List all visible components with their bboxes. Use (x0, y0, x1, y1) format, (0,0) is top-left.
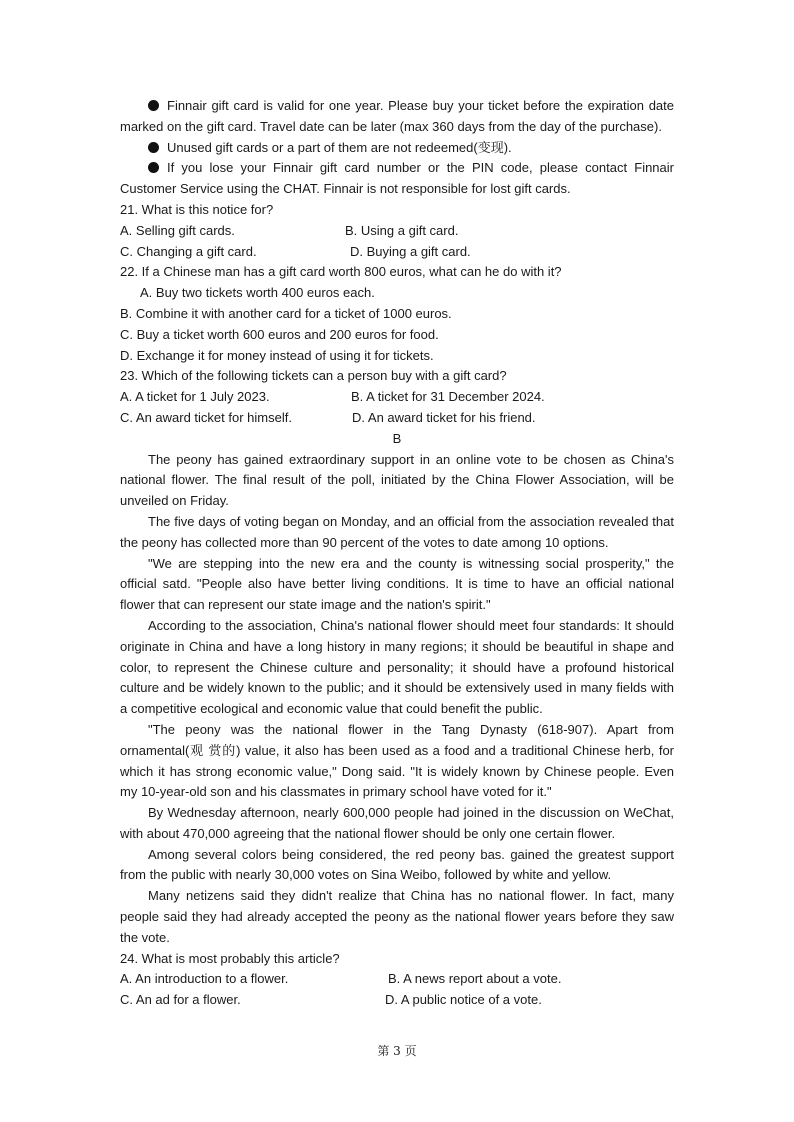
question-24-option-b: B. A news report about a vote. (388, 971, 562, 987)
question-24-stem: 24. What is most probably this article? (120, 950, 340, 966)
notice-bullet-2 (120, 138, 674, 159)
question-23-options-row-1 (120, 387, 674, 408)
question-24-option-d: D. A public notice of a vote. (385, 992, 542, 1008)
question-21-option-a: A. Selling gift cards. (120, 222, 235, 238)
question-22-option-c: C. Buy a ticket worth 600 euros and 200 euros for food. (120, 326, 439, 342)
question-21-options-row-1 (120, 221, 674, 242)
notice-bullet-3 (120, 158, 674, 200)
question-21-option-c: C. Changing a gift card. (120, 243, 257, 259)
notice-bullet-text: Finnair gift card is valid for one year. Please buy your ticket before the expiration date marked on the gift card. Travel date can be later (max 360 days from the day of the purchase). (120, 98, 674, 134)
question-23-option-c: C. An award ticket for himself. (120, 409, 292, 425)
question-22-option-d: D. Exchange it for money instead of using it for tickets. (120, 347, 434, 363)
question-21-stem: 21. What is this notice for? (120, 201, 274, 217)
notice-bullet-1 (120, 96, 674, 138)
passage-b-paragraph: By Wednesday afternoon, nearly 600,000 people had joined in the discussion on WeChat, with about 470,000 agreeing that the national flower should be only one certain flower. (120, 805, 674, 841)
question-24-option-a: A. An introduction to a flower. (120, 971, 289, 987)
passage-b-paragraph: The peony has gained extraordinary support in an online vote to be chosen as China's national flower. The final result of the poll, initiated by the China Flower Association, will be unveiled on Friday. (120, 451, 674, 509)
question-22-option-b: B. Combine it with another card for a ticket of 1000 euros. (120, 305, 452, 321)
bullet-dot-icon (148, 162, 159, 173)
bullet-dot-icon (148, 142, 159, 153)
question-23-stem: 23. Which of the following tickets can a person buy with a gift card? (120, 368, 507, 384)
question-21-option-b: B. Using a gift card. (345, 222, 459, 238)
section-b-heading: B (392, 430, 402, 446)
bullet-dot-icon (148, 100, 159, 111)
question-24-options-row-2 (120, 990, 674, 1011)
question-23-option-d: D. An award ticket for his friend. (352, 409, 536, 425)
question-21-options-row-2 (120, 242, 674, 263)
question-21-option-d: D. Buying a gift card. (350, 243, 471, 259)
passage-b-paragraph: "We are stepping into the new era and the county is witnessing social prosperity," the official satd. "People also have better living conditions. It is time to have an official national flower that can represent our state image and the nation's spirit." (120, 555, 674, 613)
question-24-options-row-1 (120, 969, 674, 990)
exam-page (120, 96, 674, 1011)
passage-b-paragraph: Among several colors being considered, the red peony bas. gained the greatest support from the public with nearly 30,000 votes on Sina Weibo, followed by white and yellow. (120, 846, 674, 883)
page-number: 第 3 页 (377, 1044, 417, 1058)
question-23-options-row-2 (120, 408, 674, 429)
notice-bullet-text: Unused gift cards or a part of them are not redeemed(变现). (167, 139, 512, 155)
passage-b-paragraph: Many netizens said they didn't realize that China has no national flower. In fact, many people said they had already accepted the peony as the national flower years before they saw the vote. (120, 888, 674, 945)
question-22-option-a: A. Buy two tickets worth 400 euros each. (140, 285, 375, 301)
notice-bullet-text: If you lose your Finnair gift card number or the PIN code, please contact Finnair Customer Service using the CHAT. Finnair is not responsible for lost gift cards. (120, 160, 674, 197)
question-23-option-b: B. A ticket for 31 December 2024. (351, 389, 545, 405)
question-23-option-a: A. A ticket for 1 July 2023. (120, 389, 270, 405)
question-22-stem: 22. If a Chinese man has a gift card worth 800 euros, what can he do with it? (120, 264, 562, 280)
passage-b-paragraph: "The peony was the national flower in the Tang Dynasty (618-907). Apart from ornamental(观 赏的) value, it also has been used as a food and a traditional Chinese herb, for which it has strong economic value," Dong said. "It is widely known by Chinese people. Even my 10-year-old son and his classmates in primary school have voted for it." (120, 721, 674, 800)
passage-b-paragraph: The five days of voting began on Monday, and an official from the association revealed that the peony has collected more than 90 percent of the votes to date among 10 options. (120, 513, 674, 550)
question-24-option-c: C. An ad for a flower. (120, 992, 241, 1008)
passage-b-paragraph: According to the association, China's national flower should meet four standards: It should originate in China and have a long history in many regions; it should be beautiful in shape and color, to represent the Chinese culture and personality; it should have a profound historical culture and be widely known to the public; and it should be extensively used in many fields with a competitive ecological and economic value that could benefit the public. (120, 617, 674, 717)
